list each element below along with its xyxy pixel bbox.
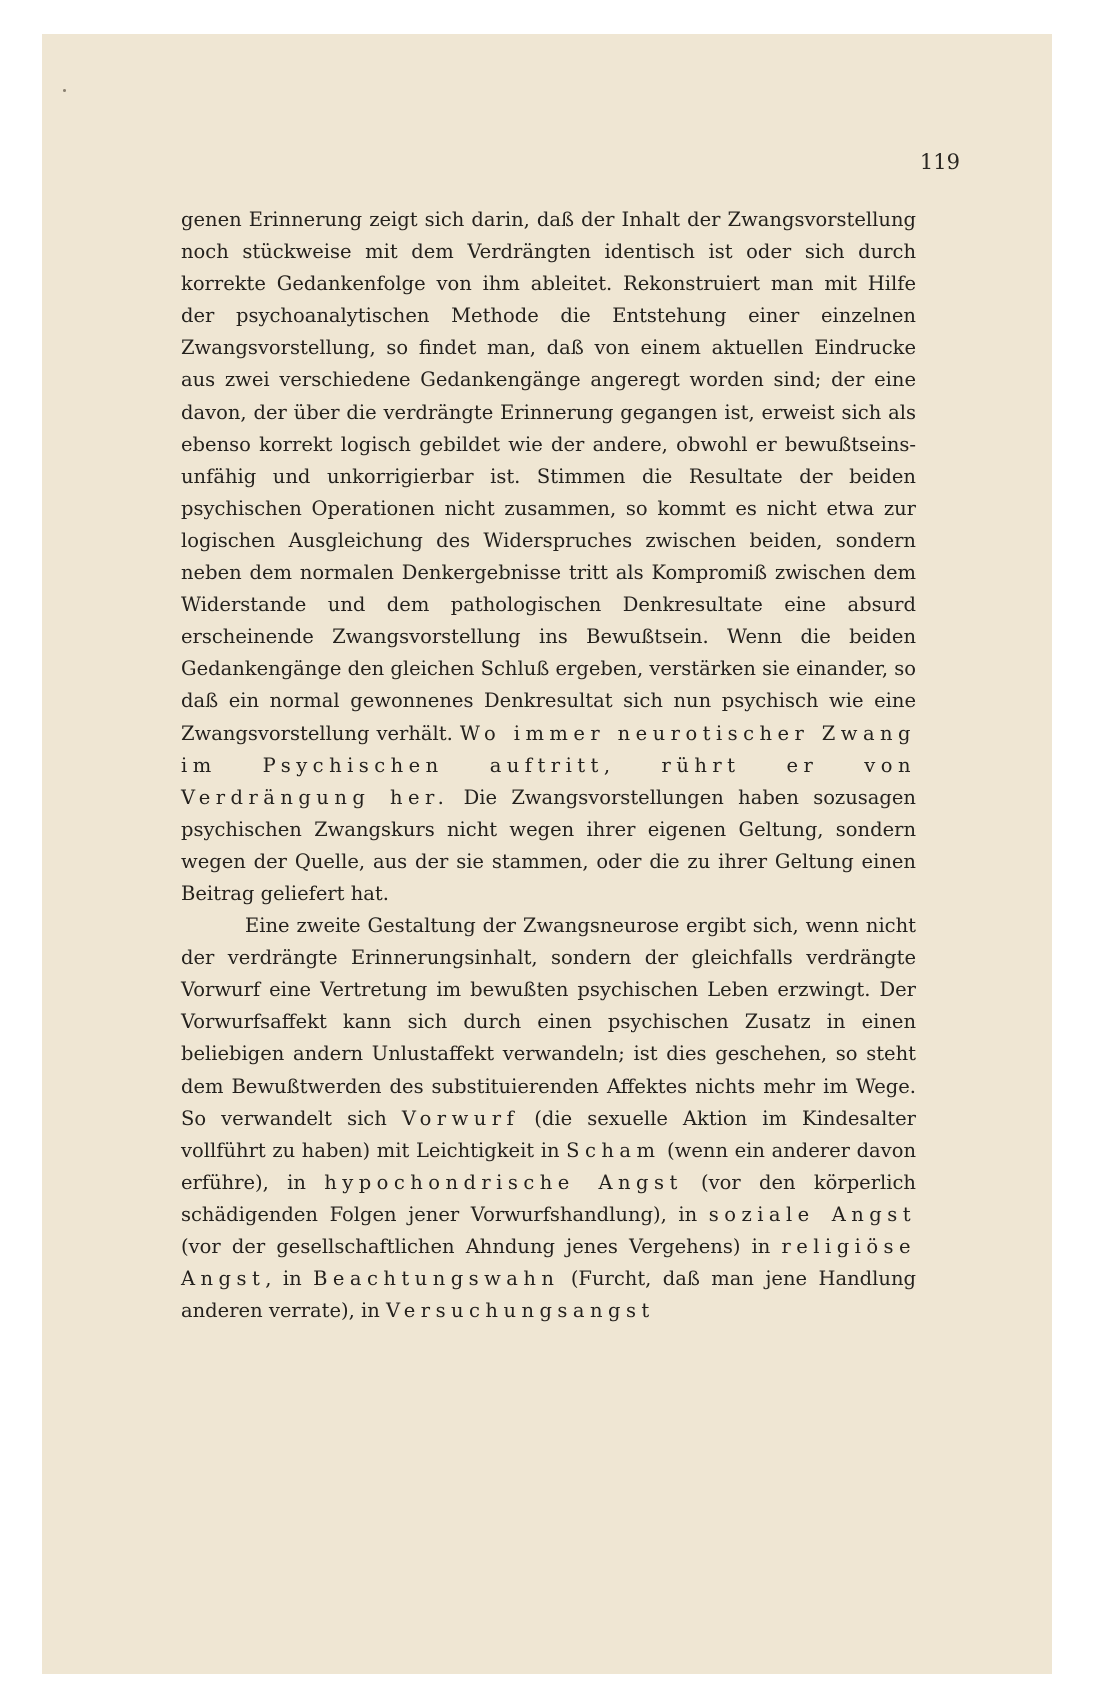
text-segment: (wenn ein anderer davon erführe), in xyxy=(181,1138,916,1194)
body-text xyxy=(181,204,916,1327)
emphasized-text: Wo immer neurotischer Zwang im Psychischen auftritt, rührt er von Verdrängung her. xyxy=(181,721,916,809)
text-segment: , in xyxy=(265,1267,314,1291)
emphasized-text: Scham xyxy=(566,1138,661,1162)
emphasized-text: hypochondrische Angst xyxy=(324,1170,683,1194)
text-segment: (Furcht, daß man jene Handlung anderen verrate), in xyxy=(181,1267,916,1323)
paper-speck xyxy=(63,89,66,92)
emphasized-text: Vorwurf xyxy=(401,1106,520,1130)
emphasized-text: Versuchungsangst xyxy=(386,1299,655,1323)
text-segment: (vor der gesellschaftlichen Ahndung jenes Vergehens) in xyxy=(181,1235,782,1258)
text-segment: genen Erinnerung zeigt sich darin, daß der Inhalt der Zwangsvorstellung noch stückweise mit dem Verdrängten identisch ist oder sich durch korrekte Gedankenfolge von ihm ableitet. Rekonstruiert man mit Hilfe der psychoanalytischen Methode die Entstehung einer einzelnen Zwangsvorstellung, so findet man, daß von einem aktuellen Eindrucke aus zwei verschiedene Gedankengänge angeregt worden sind; der eine davon, der über die verdrängte Erinnerung gegangen ist, erweist sich als ebenso korrekt logisch gebildet wie der andere, obwohl er bewußtseinsunfähig und unkorrigierbar ist. Stimmen die Resultate der beiden psychischen Operationen nicht zusammen, so kommt es nicht etwa zur logischen Ausgleichung des Widerspruches zwischen beiden, sondern neben dem normalen Denkergebnisse tritt als Kompromiß zwischen dem Widerstande und dem pathologischen Denkresultate eine absurd erscheinende Zwangsvorstellung ins Bewußtsein. Wenn die beiden Gedankengänge den gleichen Schluß ergeben, verstärken sie einander, so daß ein normal gewonnenes Denkresultat sich nun psychisch wie eine Zwangsvorstellung verhält. xyxy=(181,208,916,745)
text-segment: (die sexuelle Aktion im Kindesalter vollführt zu haben) mit Leichtigkeit in xyxy=(181,1106,916,1162)
text-segment: (vor den körperlich schädigenden Folgen jener Vorwurfshandlung), in xyxy=(181,1170,916,1226)
paragraph-1 xyxy=(181,204,916,910)
emphasized-text: religiöse Angst xyxy=(181,1235,916,1291)
emphasized-text: Beachtungswahn xyxy=(313,1267,560,1291)
paragraph-2 xyxy=(181,910,916,1327)
text-segment: Die Zwangsvorstellungen haben sozusagen psychischen Zwangskurs nicht wegen ihrer eigenen Geltung, sondern wegen der Quelle, aus der sie stammen, oder die zu ihrer Geltung einen Beitrag geliefert hat. xyxy=(181,785,916,905)
page-number: 119 xyxy=(919,150,960,174)
text-segment: Eine zweite Gestaltung der Zwangsneurose ergibt sich, wenn nicht der verdrängte Erinnerungsinhalt, sondern der gleichfalls verdrängte Vorwurf eine Vertretung im bewußten psychischen Leben erzwingt. Der Vorwurfsaffekt kann sich durch einen psychischen Zusatz in einen beliebigen andern Unlustaffekt verwandeln; ist dies geschehen, so steht dem Bewußtwerden des substituierenden Affektes nichts mehr im Wege. So verwandelt sich xyxy=(181,914,916,1130)
emphasized-text: soziale Angst xyxy=(708,1202,916,1226)
